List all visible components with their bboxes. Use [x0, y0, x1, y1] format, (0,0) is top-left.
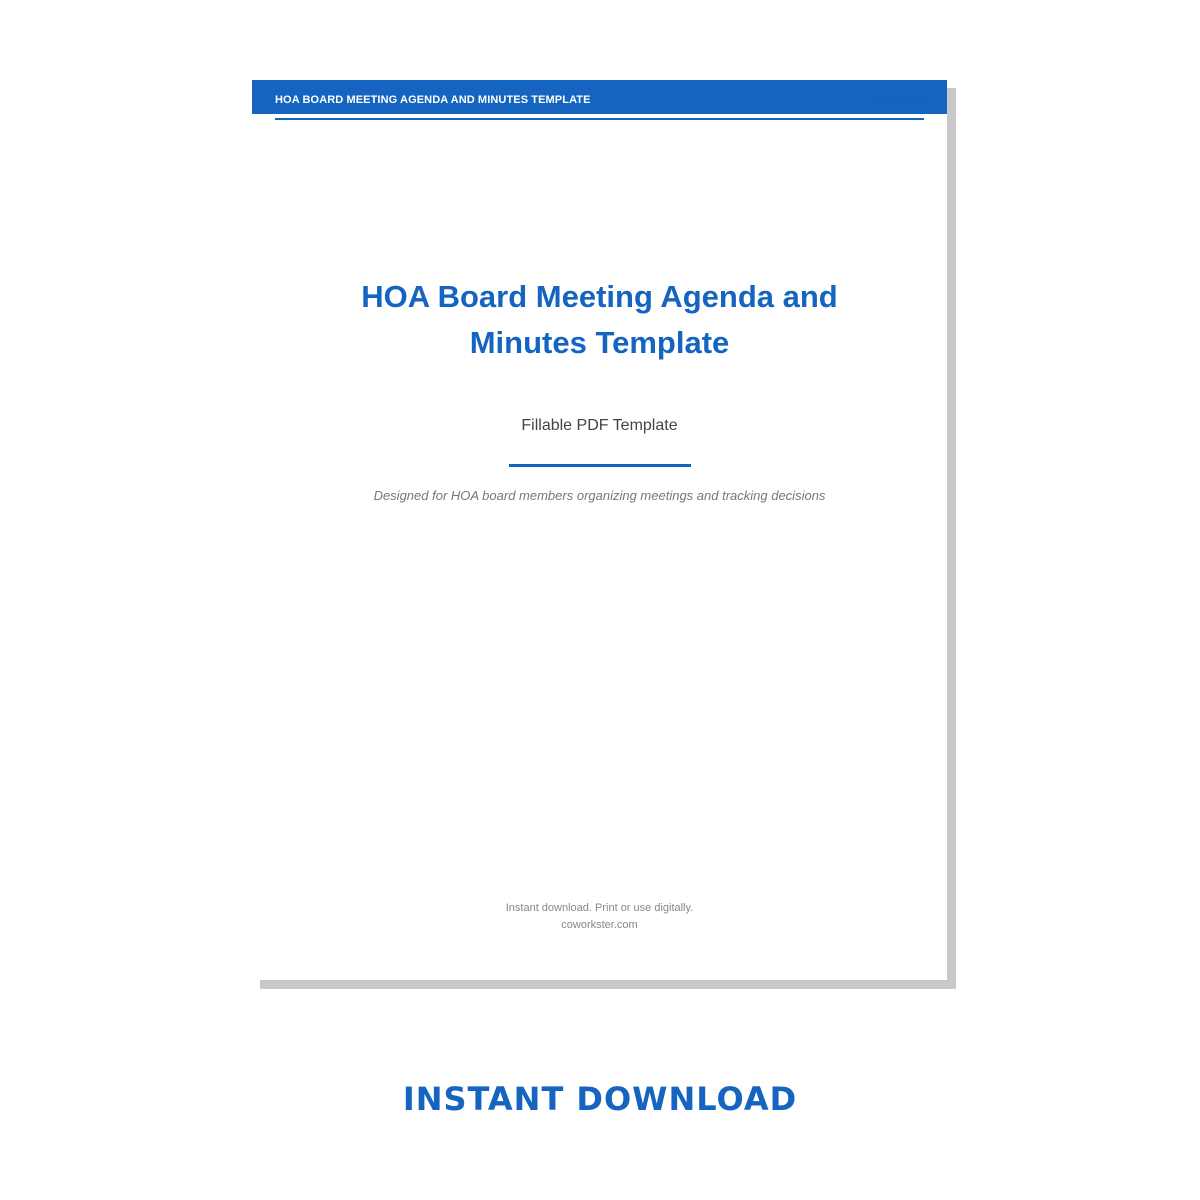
footer-note: Instant download. Print or use digitally.	[505, 902, 694, 914]
footer-website: coworkster.com	[561, 919, 638, 931]
header-rule	[275, 118, 924, 120]
header-band	[252, 80, 947, 114]
document-tagline: Designed for HOA board members organizing meetings and tracking decisions	[373, 488, 826, 503]
instant-download-banner: INSTANT DOWNLOAD	[402, 1080, 798, 1118]
document-page	[252, 80, 947, 980]
document-title	[252, 274, 947, 366]
document-title-line-2: Minutes Template	[469, 325, 730, 360]
document-subtitle: Fillable PDF Template	[521, 417, 678, 434]
title-divider	[509, 464, 691, 467]
document-title-line-1: HOA Board Meeting Agenda and	[361, 279, 838, 314]
page-indicator: Page 1 of 5	[872, 95, 924, 106]
header-title: HOA BOARD MEETING AGENDA AND MINUTES TEMPLATE	[275, 94, 591, 106]
